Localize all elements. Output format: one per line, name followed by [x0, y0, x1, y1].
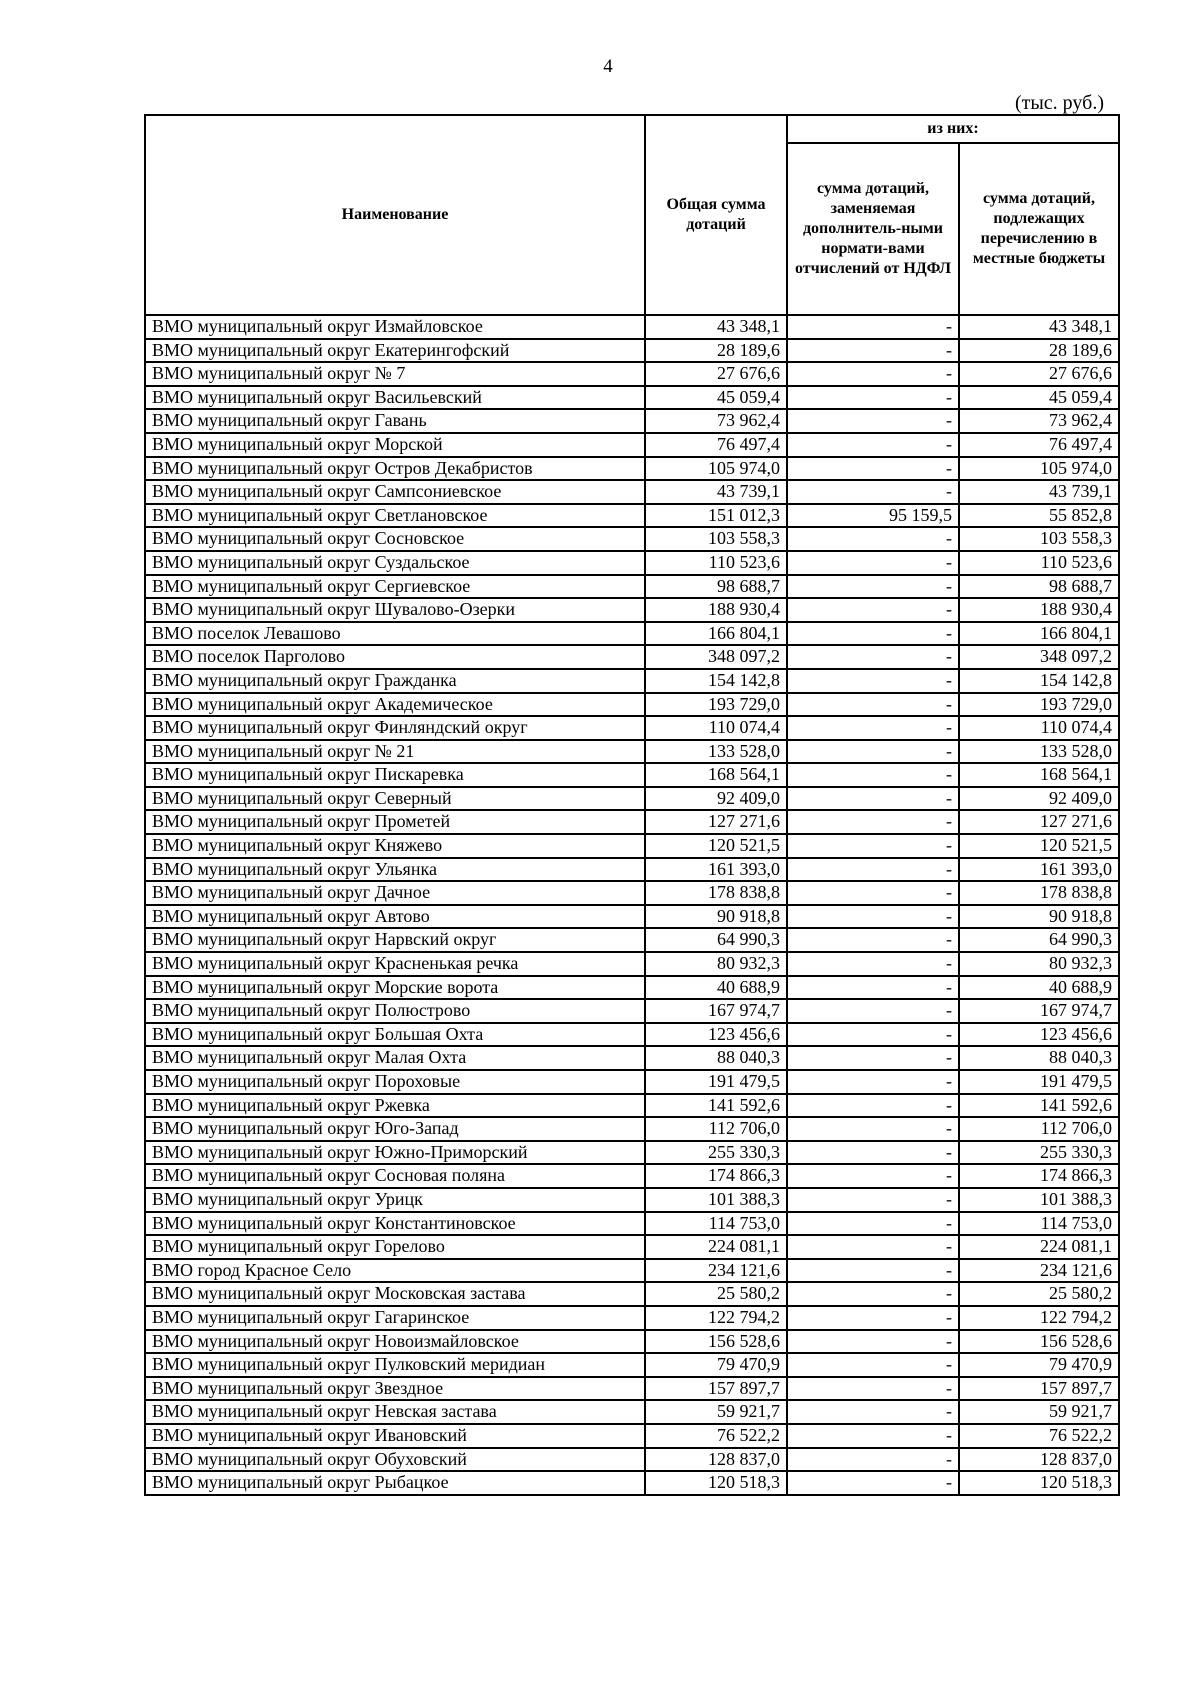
cell-transferred: 25 580,2 [959, 1282, 1119, 1306]
table-row [145, 1117, 1119, 1141]
cell-name: ВМО муниципальный округ Красненькая речка [145, 952, 645, 976]
cell-total: 123 456,6 [645, 1023, 787, 1047]
cell-transferred: 101 388,3 [959, 1188, 1119, 1212]
table-row [145, 645, 1119, 669]
table-row [145, 858, 1119, 882]
table-row [145, 740, 1119, 764]
cell-replaced: - [787, 433, 959, 457]
header-name: Наименование [145, 115, 645, 315]
header-replaced: сумма дотаций, заменяемая дополнитель-ными нормати-вами отчислений от НДФЛ [787, 143, 959, 315]
cell-replaced: - [787, 1023, 959, 1047]
table-row [145, 1094, 1119, 1118]
cell-transferred: 127 271,6 [959, 810, 1119, 834]
table-row [145, 386, 1119, 410]
cell-transferred: 112 706,0 [959, 1117, 1119, 1141]
cell-transferred: 98 688,7 [959, 575, 1119, 599]
table-row [145, 504, 1119, 528]
cell-replaced: - [787, 1070, 959, 1094]
cell-total: 157 897,7 [645, 1377, 787, 1401]
table-row [145, 976, 1119, 1000]
cell-transferred: 105 974,0 [959, 457, 1119, 481]
cell-name: ВМО муниципальный округ Прометей [145, 810, 645, 834]
cell-name: ВМО муниципальный округ Московская застава [145, 1282, 645, 1306]
cell-total: 128 837,0 [645, 1448, 787, 1472]
cell-total: 110 074,4 [645, 716, 787, 740]
cell-transferred: 80 932,3 [959, 952, 1119, 976]
cell-replaced: - [787, 999, 959, 1023]
cell-total: 178 838,8 [645, 881, 787, 905]
table-row [145, 1424, 1119, 1448]
table-row [145, 1353, 1119, 1377]
cell-replaced: - [787, 480, 959, 504]
cell-total: 141 592,6 [645, 1094, 787, 1118]
table-row [145, 1448, 1119, 1472]
cell-replaced: - [787, 598, 959, 622]
table-row [145, 1259, 1119, 1283]
table-row [145, 1141, 1119, 1165]
grants-table [144, 114, 1120, 1496]
cell-name: ВМО муниципальный округ Дачное [145, 881, 645, 905]
table-row [145, 1212, 1119, 1236]
cell-replaced: - [787, 1094, 959, 1118]
table-row [145, 1400, 1119, 1424]
cell-total: 168 564,1 [645, 763, 787, 787]
cell-total: 166 804,1 [645, 622, 787, 646]
cell-replaced: - [787, 457, 959, 481]
cell-total: 167 974,7 [645, 999, 787, 1023]
cell-name: ВМО муниципальный округ Суздальское [145, 551, 645, 575]
cell-name: ВМО муниципальный округ Рыбацкое [145, 1471, 645, 1495]
cell-replaced: - [787, 693, 959, 717]
cell-replaced: - [787, 952, 959, 976]
cell-total: 101 388,3 [645, 1188, 787, 1212]
cell-total: 112 706,0 [645, 1117, 787, 1141]
cell-transferred: 234 121,6 [959, 1259, 1119, 1283]
cell-name: ВМО муниципальный округ Морской [145, 433, 645, 457]
cell-transferred: 128 837,0 [959, 1448, 1119, 1472]
cell-name: ВМО поселок Левашово [145, 622, 645, 646]
cell-name: ВМО муниципальный округ Большая Охта [145, 1023, 645, 1047]
cell-name: ВМО муниципальный округ Гавань [145, 409, 645, 433]
cell-name: ВМО муниципальный округ Южно-Приморский [145, 1141, 645, 1165]
cell-total: 25 580,2 [645, 1282, 787, 1306]
cell-transferred: 174 866,3 [959, 1164, 1119, 1188]
table-row [145, 1046, 1119, 1070]
cell-total: 156 528,6 [645, 1330, 787, 1354]
cell-replaced: - [787, 1424, 959, 1448]
table-row [145, 339, 1119, 363]
cell-total: 234 121,6 [645, 1259, 787, 1283]
cell-transferred: 193 729,0 [959, 693, 1119, 717]
cell-transferred: 161 393,0 [959, 858, 1119, 882]
cell-transferred: 59 921,7 [959, 1400, 1119, 1424]
cell-name: ВМО муниципальный округ Новоизмайловское [145, 1330, 645, 1354]
cell-replaced: - [787, 834, 959, 858]
table-row [145, 622, 1119, 646]
cell-total: 122 794,2 [645, 1306, 787, 1330]
cell-transferred: 166 804,1 [959, 622, 1119, 646]
table-row [145, 1070, 1119, 1094]
cell-total: 73 962,4 [645, 409, 787, 433]
cell-total: 64 990,3 [645, 928, 787, 952]
cell-replaced: - [787, 1400, 959, 1424]
cell-total: 103 558,3 [645, 527, 787, 551]
cell-total: 28 189,6 [645, 339, 787, 363]
cell-name: ВМО муниципальный округ Невская застава [145, 1400, 645, 1424]
cell-name: ВМО муниципальный округ Гражданка [145, 669, 645, 693]
cell-name: ВМО город Красное Село [145, 1259, 645, 1283]
table-row [145, 787, 1119, 811]
table-row [145, 598, 1119, 622]
cell-replaced: - [787, 339, 959, 363]
cell-name: ВМО муниципальный округ Звездное [145, 1377, 645, 1401]
table-row [145, 905, 1119, 929]
cell-replaced: - [787, 1330, 959, 1354]
cell-name: ВМО муниципальный округ Гагаринское [145, 1306, 645, 1330]
table-row [145, 716, 1119, 740]
cell-name: ВМО муниципальный округ Урицк [145, 1188, 645, 1212]
cell-total: 120 521,5 [645, 834, 787, 858]
cell-name: ВМО муниципальный округ Екатерингофский [145, 339, 645, 363]
cell-transferred: 133 528,0 [959, 740, 1119, 764]
cell-replaced: - [787, 669, 959, 693]
table-row [145, 1164, 1119, 1188]
table-row [145, 433, 1119, 457]
cell-name: ВМО муниципальный округ Ржевка [145, 1094, 645, 1118]
cell-replaced: - [787, 1188, 959, 1212]
cell-name: ВМО муниципальный округ Нарвский округ [145, 928, 645, 952]
cell-total: 133 528,0 [645, 740, 787, 764]
header-transferred: сумма дотаций, подлежащих перечислению в местные бюджеты [959, 143, 1119, 315]
cell-replaced: - [787, 362, 959, 386]
header-of-them: из них: [787, 115, 1119, 143]
cell-name: ВМО муниципальный округ Северный [145, 787, 645, 811]
cell-transferred: 64 990,3 [959, 928, 1119, 952]
cell-name: ВМО муниципальный округ Горелово [145, 1235, 645, 1259]
cell-total: 79 470,9 [645, 1353, 787, 1377]
table-row [145, 551, 1119, 575]
units-label: (тыс. руб.) [1014, 92, 1104, 114]
cell-total: 80 932,3 [645, 952, 787, 976]
cell-transferred: 188 930,4 [959, 598, 1119, 622]
cell-transferred: 157 897,7 [959, 1377, 1119, 1401]
table-row [145, 928, 1119, 952]
table-row [145, 693, 1119, 717]
cell-replaced: - [787, 810, 959, 834]
cell-replaced: - [787, 1235, 959, 1259]
cell-replaced: - [787, 409, 959, 433]
cell-transferred: 103 558,3 [959, 527, 1119, 551]
cell-replaced: - [787, 1353, 959, 1377]
cell-name: ВМО муниципальный округ № 21 [145, 740, 645, 764]
cell-total: 161 393,0 [645, 858, 787, 882]
cell-transferred: 43 348,1 [959, 315, 1119, 339]
cell-total: 88 040,3 [645, 1046, 787, 1070]
cell-replaced: - [787, 551, 959, 575]
table-row [145, 1306, 1119, 1330]
cell-total: 348 097,2 [645, 645, 787, 669]
table-row [145, 1377, 1119, 1401]
cell-transferred: 28 189,6 [959, 339, 1119, 363]
table-row [145, 881, 1119, 905]
cell-name: ВМО муниципальный округ Сергиевское [145, 575, 645, 599]
header-total: Общая сумма дотаций [645, 115, 787, 315]
cell-transferred: 27 676,6 [959, 362, 1119, 386]
cell-total: 193 729,0 [645, 693, 787, 717]
cell-replaced: - [787, 1306, 959, 1330]
table-row [145, 669, 1119, 693]
cell-total: 98 688,7 [645, 575, 787, 599]
cell-transferred: 114 753,0 [959, 1212, 1119, 1236]
table-row [145, 1023, 1119, 1047]
cell-name: ВМО поселок Парголово [145, 645, 645, 669]
cell-replaced: - [787, 881, 959, 905]
cell-name: ВМО муниципальный округ Ульянка [145, 858, 645, 882]
cell-transferred: 88 040,3 [959, 1046, 1119, 1070]
cell-total: 154 142,8 [645, 669, 787, 693]
cell-transferred: 255 330,3 [959, 1141, 1119, 1165]
cell-total: 224 081,1 [645, 1235, 787, 1259]
table-row [145, 834, 1119, 858]
cell-transferred: 224 081,1 [959, 1235, 1119, 1259]
cell-replaced: - [787, 905, 959, 929]
cell-transferred: 110 523,6 [959, 551, 1119, 575]
cell-total: 90 918,8 [645, 905, 787, 929]
cell-replaced: - [787, 1259, 959, 1283]
cell-total: 45 059,4 [645, 386, 787, 410]
table-row [145, 409, 1119, 433]
cell-replaced: - [787, 976, 959, 1000]
cell-total: 188 930,4 [645, 598, 787, 622]
cell-total: 110 523,6 [645, 551, 787, 575]
cell-replaced: - [787, 763, 959, 787]
cell-replaced: - [787, 527, 959, 551]
cell-total: 255 330,3 [645, 1141, 787, 1165]
cell-total: 151 012,3 [645, 504, 787, 528]
cell-replaced: - [787, 1141, 959, 1165]
cell-replaced: - [787, 858, 959, 882]
cell-transferred: 55 852,8 [959, 504, 1119, 528]
table-row [145, 1471, 1119, 1495]
table-row [145, 480, 1119, 504]
cell-name: ВМО муниципальный округ Светлановское [145, 504, 645, 528]
table-row [145, 810, 1119, 834]
cell-replaced: - [787, 622, 959, 646]
cell-transferred: 73 962,4 [959, 409, 1119, 433]
cell-transferred: 178 838,8 [959, 881, 1119, 905]
table-row [145, 1188, 1119, 1212]
cell-transferred: 76 497,4 [959, 433, 1119, 457]
cell-replaced: - [787, 315, 959, 339]
cell-name: ВМО муниципальный округ Ивановский [145, 1424, 645, 1448]
cell-name: ВМО муниципальный округ № 7 [145, 362, 645, 386]
cell-name: ВМО муниципальный округ Академическое [145, 693, 645, 717]
cell-transferred: 90 918,8 [959, 905, 1119, 929]
cell-transferred: 348 097,2 [959, 645, 1119, 669]
cell-total: 174 866,3 [645, 1164, 787, 1188]
cell-transferred: 120 521,5 [959, 834, 1119, 858]
cell-name: ВМО муниципальный округ Автово [145, 905, 645, 929]
cell-transferred: 156 528,6 [959, 1330, 1119, 1354]
cell-total: 191 479,5 [645, 1070, 787, 1094]
table-body [145, 315, 1119, 1495]
table-row [145, 315, 1119, 339]
cell-total: 120 518,3 [645, 1471, 787, 1495]
cell-total: 127 271,6 [645, 810, 787, 834]
cell-total: 105 974,0 [645, 457, 787, 481]
cell-total: 27 676,6 [645, 362, 787, 386]
cell-total: 92 409,0 [645, 787, 787, 811]
cell-name: ВМО муниципальный округ Полюстрово [145, 999, 645, 1023]
cell-replaced: - [787, 386, 959, 410]
cell-replaced: - [787, 575, 959, 599]
cell-name: ВМО муниципальный округ Сампсониевское [145, 480, 645, 504]
table-row [145, 575, 1119, 599]
table-row [145, 527, 1119, 551]
cell-total: 43 348,1 [645, 315, 787, 339]
cell-name: ВМО муниципальный округ Юго-Запад [145, 1117, 645, 1141]
cell-name: ВМО муниципальный округ Измайловское [145, 315, 645, 339]
table-row [145, 1235, 1119, 1259]
cell-replaced: - [787, 1046, 959, 1070]
cell-transferred: 76 522,2 [959, 1424, 1119, 1448]
cell-total: 59 921,7 [645, 1400, 787, 1424]
cell-replaced: - [787, 1117, 959, 1141]
table-row [145, 457, 1119, 481]
cell-transferred: 154 142,8 [959, 669, 1119, 693]
cell-name: ВМО муниципальный округ Константиновское [145, 1212, 645, 1236]
cell-replaced: - [787, 1164, 959, 1188]
cell-replaced: - [787, 645, 959, 669]
cell-transferred: 43 739,1 [959, 480, 1119, 504]
page-number: 4 [603, 56, 613, 77]
cell-total: 76 522,2 [645, 1424, 787, 1448]
cell-replaced: - [787, 787, 959, 811]
cell-transferred: 120 518,3 [959, 1471, 1119, 1495]
cell-name: ВМО муниципальный округ Княжево [145, 834, 645, 858]
cell-transferred: 167 974,7 [959, 999, 1119, 1023]
cell-name: ВМО муниципальный округ Малая Охта [145, 1046, 645, 1070]
cell-name: ВМО муниципальный округ Остров Декабристов [145, 457, 645, 481]
cell-total: 114 753,0 [645, 1212, 787, 1236]
cell-transferred: 92 409,0 [959, 787, 1119, 811]
cell-total: 43 739,1 [645, 480, 787, 504]
cell-replaced: - [787, 928, 959, 952]
cell-name: ВМО муниципальный округ Шувалово-Озерки [145, 598, 645, 622]
cell-replaced: - [787, 1212, 959, 1236]
cell-replaced: - [787, 1448, 959, 1472]
cell-name: ВМО муниципальный округ Финляндский округ [145, 716, 645, 740]
cell-name: ВМО муниципальный округ Обуховский [145, 1448, 645, 1472]
cell-replaced: - [787, 716, 959, 740]
cell-transferred: 45 059,4 [959, 386, 1119, 410]
cell-name: ВМО муниципальный округ Сосновское [145, 527, 645, 551]
cell-name: ВМО муниципальный округ Морские ворота [145, 976, 645, 1000]
cell-replaced: - [787, 1471, 959, 1495]
cell-replaced: - [787, 740, 959, 764]
table-row [145, 1330, 1119, 1354]
table-row [145, 362, 1119, 386]
cell-name: ВМО муниципальный округ Пулковский меридиан [145, 1353, 645, 1377]
cell-transferred: 191 479,5 [959, 1070, 1119, 1094]
cell-transferred: 168 564,1 [959, 763, 1119, 787]
cell-total: 76 497,4 [645, 433, 787, 457]
cell-transferred: 79 470,9 [959, 1353, 1119, 1377]
cell-name: ВМО муниципальный округ Пороховые [145, 1070, 645, 1094]
cell-replaced: 95 159,5 [787, 504, 959, 528]
table-row [145, 999, 1119, 1023]
table-row [145, 1282, 1119, 1306]
cell-replaced: - [787, 1377, 959, 1401]
cell-transferred: 123 456,6 [959, 1023, 1119, 1047]
cell-name: ВМО муниципальный округ Пискаревка [145, 763, 645, 787]
table-row [145, 763, 1119, 787]
cell-transferred: 110 074,4 [959, 716, 1119, 740]
cell-transferred: 40 688,9 [959, 976, 1119, 1000]
cell-transferred: 141 592,6 [959, 1094, 1119, 1118]
table-row [145, 952, 1119, 976]
cell-name: ВМО муниципальный округ Васильевский [145, 386, 645, 410]
cell-total: 40 688,9 [645, 976, 787, 1000]
cell-name: ВМО муниципальный округ Сосновая поляна [145, 1164, 645, 1188]
cell-replaced: - [787, 1282, 959, 1306]
cell-transferred: 122 794,2 [959, 1306, 1119, 1330]
